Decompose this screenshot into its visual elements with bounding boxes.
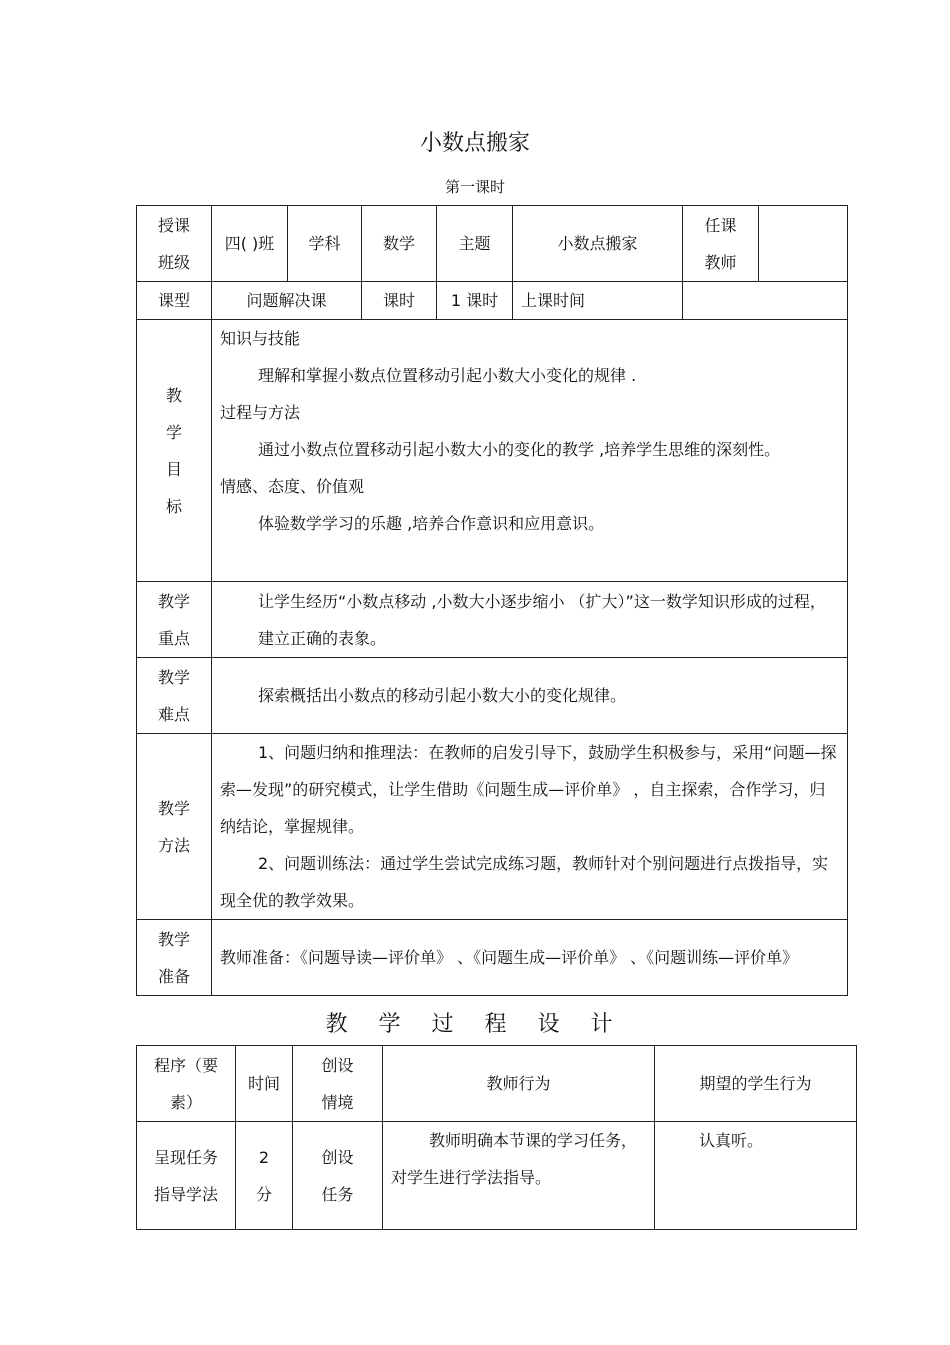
subject-label: 学科 <box>288 206 362 282</box>
goals-content <box>212 320 848 582</box>
table-row <box>137 1122 857 1230</box>
preparation-text: 教师准备：《问题导读—评价单》 、《问题生成—评价单》 、《问题训练—评价单》 <box>212 920 848 996</box>
header-teacher: 教师行为 <box>383 1046 655 1122</box>
row-context: 创设任务 <box>293 1122 383 1230</box>
goals-label: 教学目标 <box>137 320 212 582</box>
emotion-heading: 情感、态度、价值观 <box>220 477 365 496</box>
emotion-text: 体验数学学习的乐趣 ,培养合作意识和应用意识。 <box>258 514 605 533</box>
row-procedure: 呈现任务指导学法 <box>137 1122 236 1230</box>
header-context: 创设情境 <box>293 1046 383 1122</box>
header-time: 时间 <box>236 1046 293 1122</box>
topic-label: 主题 <box>437 206 513 282</box>
method-item-2: 2、问题训练法：通过学生尝试完成练习题，教师针对个别问题进行点拨指导，实现全优的教学效果。 <box>220 854 829 910</box>
key-point-label: 教学重点 <box>137 582 212 658</box>
type-value: 问题解决课 <box>212 282 362 320</box>
methods-label: 教学方法 <box>137 734 212 920</box>
header-student: 期望的学生行为 <box>655 1046 857 1122</box>
time-label: 上课时间 <box>513 282 683 320</box>
key-point-text: 让学生经历“小数点移动 ,小数大小逐步缩小 （扩大）”这一数学知识形成的过程，建立正确的表象。 <box>212 582 848 658</box>
hours-label: 课时 <box>362 282 437 320</box>
document-subtitle: 第一课时 <box>444 178 505 196</box>
document-title: 小数点搬家 <box>419 131 530 156</box>
knowledge-text: 理解和掌握小数点位置移动引起小数大小变化的规律 . <box>258 366 637 385</box>
process-heading: 过程与方法 <box>220 403 301 422</box>
process-table <box>136 1045 857 1230</box>
process-section-title: 教 学 过 程 设 计 <box>325 1012 625 1037</box>
lesson-info-table <box>136 205 848 996</box>
row-student: 认真听。 <box>655 1122 857 1230</box>
difficulty-text: 探索概括出小数点的移动引起小数大小的变化规律。 <box>212 658 848 734</box>
teacher-value <box>759 206 848 282</box>
subject-value: 数学 <box>362 206 437 282</box>
topic-value: 小数点搬家 <box>513 206 683 282</box>
type-label: 课型 <box>137 282 212 320</box>
methods-content <box>212 734 848 920</box>
header-procedure: 程序（要素） <box>137 1046 236 1122</box>
difficulty-label: 教学难点 <box>137 658 212 734</box>
time-value <box>683 282 848 320</box>
knowledge-heading: 知识与技能 <box>220 329 301 348</box>
preparation-label: 教学准备 <box>137 920 212 996</box>
method-item-1: 1、问题归纳和推理法：在教师的启发引导下，鼓励学生积极参与，采用“问题—探索—发现”的研究模式，让学生借助《问题生成—评价单》 ，自主探索，合作学习，归纳结论，掌握规律。 <box>220 743 837 836</box>
teacher-label: 任课教师 <box>683 206 759 282</box>
class-value: 四( )班 <box>212 206 288 282</box>
class-label: 授课班级 <box>137 206 212 282</box>
process-text: 通过小数点位置移动引起小数大小的变化的教学 ,培养学生思维的深刻性。 <box>258 440 781 459</box>
hours-value: 1 课时 <box>437 282 513 320</box>
row-time: 2 分 <box>236 1122 293 1230</box>
row-teacher: 教师明确本节课的学习任务，对学生进行学法指导。 <box>383 1122 655 1230</box>
